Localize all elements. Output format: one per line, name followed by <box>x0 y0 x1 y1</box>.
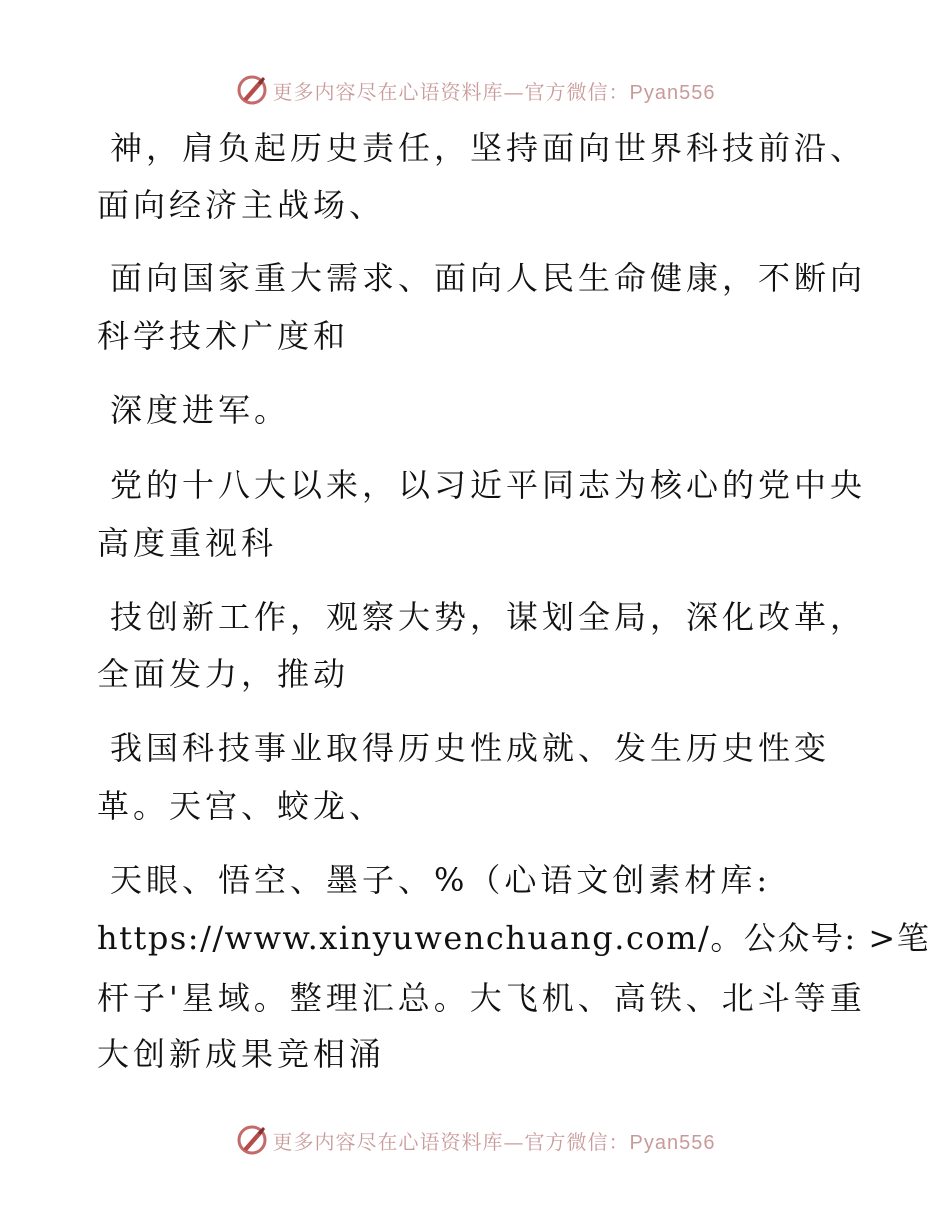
pen-logo-icon <box>235 1123 269 1157</box>
text-line: 深度进军。 <box>110 391 291 429</box>
text-line: 技创新工作，观察大势，谋划全局，深化改革， <box>110 598 867 636</box>
text-line: 面向经济主战场、 <box>97 186 386 224</box>
watermark-text: 更多内容尽在心语资料库—官方微信：Pyan556 <box>272 79 716 104</box>
pen-logo-icon <box>235 73 269 107</box>
text-line: 天眼、悟空、墨子、%（心语文创素材库: <box>110 861 772 899</box>
watermark-footer <box>0 1120 950 1160</box>
text-line: 党的十八大以来，以习近平同志为核心的党中央 <box>110 466 867 504</box>
text-line: 杆子'星域。整理汇总。大飞机、高铁、北斗等重 <box>97 979 866 1017</box>
watermark-header <box>0 70 950 110</box>
text-line: 我国科技事业取得历史性成就、发生历史性变 <box>110 729 831 767</box>
text-line: 大创新成果竞相涌 <box>97 1035 386 1073</box>
watermark-text: 更多内容尽在心语资料库—官方微信：Pyan556 <box>272 1129 716 1154</box>
text-line: https://www.xinyuwenchuang.com/。公众号: >笔 <box>97 919 931 957</box>
text-line: 神，肩负起历史责任，坚持面向世界科技前沿、 <box>110 129 867 167</box>
text-line: 高度重视科 <box>97 524 278 562</box>
text-line: 面向国家重大需求、面向人民生命健康，不断向 <box>110 259 867 297</box>
text-line: 科学技术广度和 <box>97 317 350 355</box>
text-line: 全面发力，推动 <box>97 655 350 693</box>
text-line: 革。天宫、蛟龙、 <box>97 787 386 825</box>
